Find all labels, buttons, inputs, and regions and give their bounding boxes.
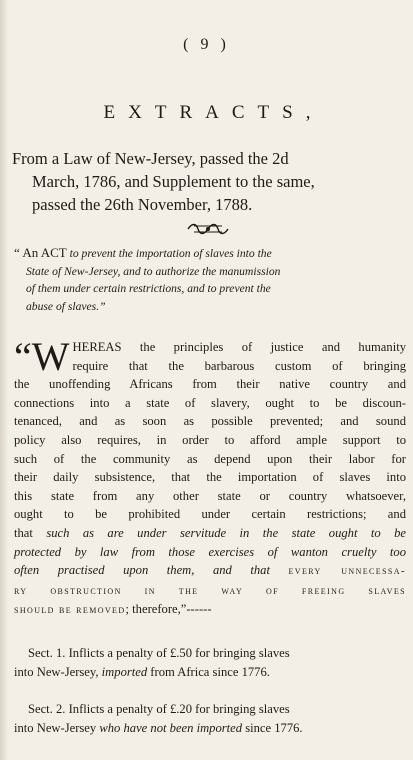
preamble-line-10: ought to be prohibited under certain restrictions; and	[14, 507, 406, 522]
section-1-line-1: Sect. 1. Inflicts a penalty of £.50 for bringing slaves	[28, 646, 290, 660]
printers-ornament-icon	[186, 222, 230, 236]
subtitle-line-1: From a Law of New-Jersey, passed the 2d	[12, 149, 289, 168]
preamble-line-12	[14, 543, 406, 562]
preamble-line-5: tenanced, and as soon as possible prevented; and sound	[14, 414, 406, 429]
drop-cap	[14, 334, 70, 379]
drop-cap-letter: W	[31, 334, 70, 379]
preamble-line-8: their daily subsistence, that the importation of slaves into	[14, 470, 406, 485]
preamble-line-3: the unoffending Africans from their native country and	[14, 377, 406, 392]
page-gutter-shadow	[0, 0, 8, 760]
section-1-line-2-a: into New-Jersey,	[14, 664, 102, 679]
section-2-line-2	[14, 719, 406, 738]
preamble-line-15-a: should be removed	[14, 604, 126, 617]
section-2-line-1: Sect. 2. Inflicts a penalty of £.20 for bringing slaves	[28, 702, 290, 716]
law-subtitle	[12, 147, 407, 216]
an-act: An ACT	[22, 245, 67, 260]
preamble-line-6: policy also requires, in order to afford ample support to	[14, 432, 406, 447]
section-1-line-2-b: imported	[101, 664, 148, 679]
preamble-line-1: HEREAS the principles of justice and humanity	[72, 340, 406, 354]
preamble-line-13	[14, 561, 406, 581]
act-line-3: of them under certain restrictions, and to prevent the	[26, 282, 271, 295]
act-title	[14, 244, 406, 315]
subtitle-line-2: March, 1786, and Supplement to the same,	[32, 172, 315, 191]
preamble-line-13-c: every unnecessa-	[288, 565, 407, 578]
act-line-2-a: State of	[26, 264, 64, 278]
act-line-2-b: , and to authorize the manumission	[117, 264, 281, 278]
act-line-2-nj: New-Jersey	[64, 264, 118, 278]
preamble-line-14-text: ry obstruction in the way of freeing slaves	[14, 584, 406, 597]
act-line-4: abuse of slaves.”	[26, 299, 106, 313]
section-2-line-2-c: since 1776.	[242, 720, 303, 735]
preamble-line-7: such of the community as depend upon their labor for	[14, 451, 406, 466]
extracts-heading: EXTRACTS,	[103, 102, 324, 123]
preamble-line-9: this state from any other state or country whatsoever,	[14, 488, 406, 503]
page-number: ( 9 )	[183, 36, 230, 53]
preamble-line-13-b: , and that	[191, 563, 289, 578]
section-1-line-2	[14, 663, 406, 682]
preamble-line-15-b: ; therefore,”------	[125, 602, 212, 617]
preamble-line-12-text: protected by law from those exercises of wanton cruelty too	[14, 544, 406, 559]
subtitle-line-3: passed the 26th November, 1788.	[32, 195, 253, 214]
preamble-line-11	[14, 524, 406, 543]
open-quote: “	[14, 245, 23, 260]
section-1	[14, 644, 406, 681]
preamble-line-14	[14, 581, 406, 601]
preamble-line-2: require that the barbarous custom of bringing	[72, 358, 406, 373]
section-2	[14, 700, 406, 737]
section-2-line-2-b: who have not been imported	[99, 720, 243, 735]
act-line-2	[14, 263, 406, 281]
act-line-1-rest: to prevent the importation of slaves into the	[66, 247, 272, 260]
preamble-paragraph	[14, 334, 407, 620]
preamble-line-15	[14, 600, 406, 620]
preamble-line-13-a: often practised upon them	[14, 563, 192, 578]
preamble-line-11-a: that	[14, 525, 47, 540]
section-2-line-2-a: into New-Jersey	[14, 720, 100, 735]
preamble-line-4: connections into a state of slavery, ought to be discoun-	[14, 395, 406, 410]
preamble-line-11-b: such as are under servitude in the state ought to be	[46, 525, 406, 540]
act-line-1	[14, 244, 406, 263]
preamble-open-quote: “	[14, 334, 32, 379]
section-1-line-2-c: from Africa since 1776.	[147, 664, 270, 679]
